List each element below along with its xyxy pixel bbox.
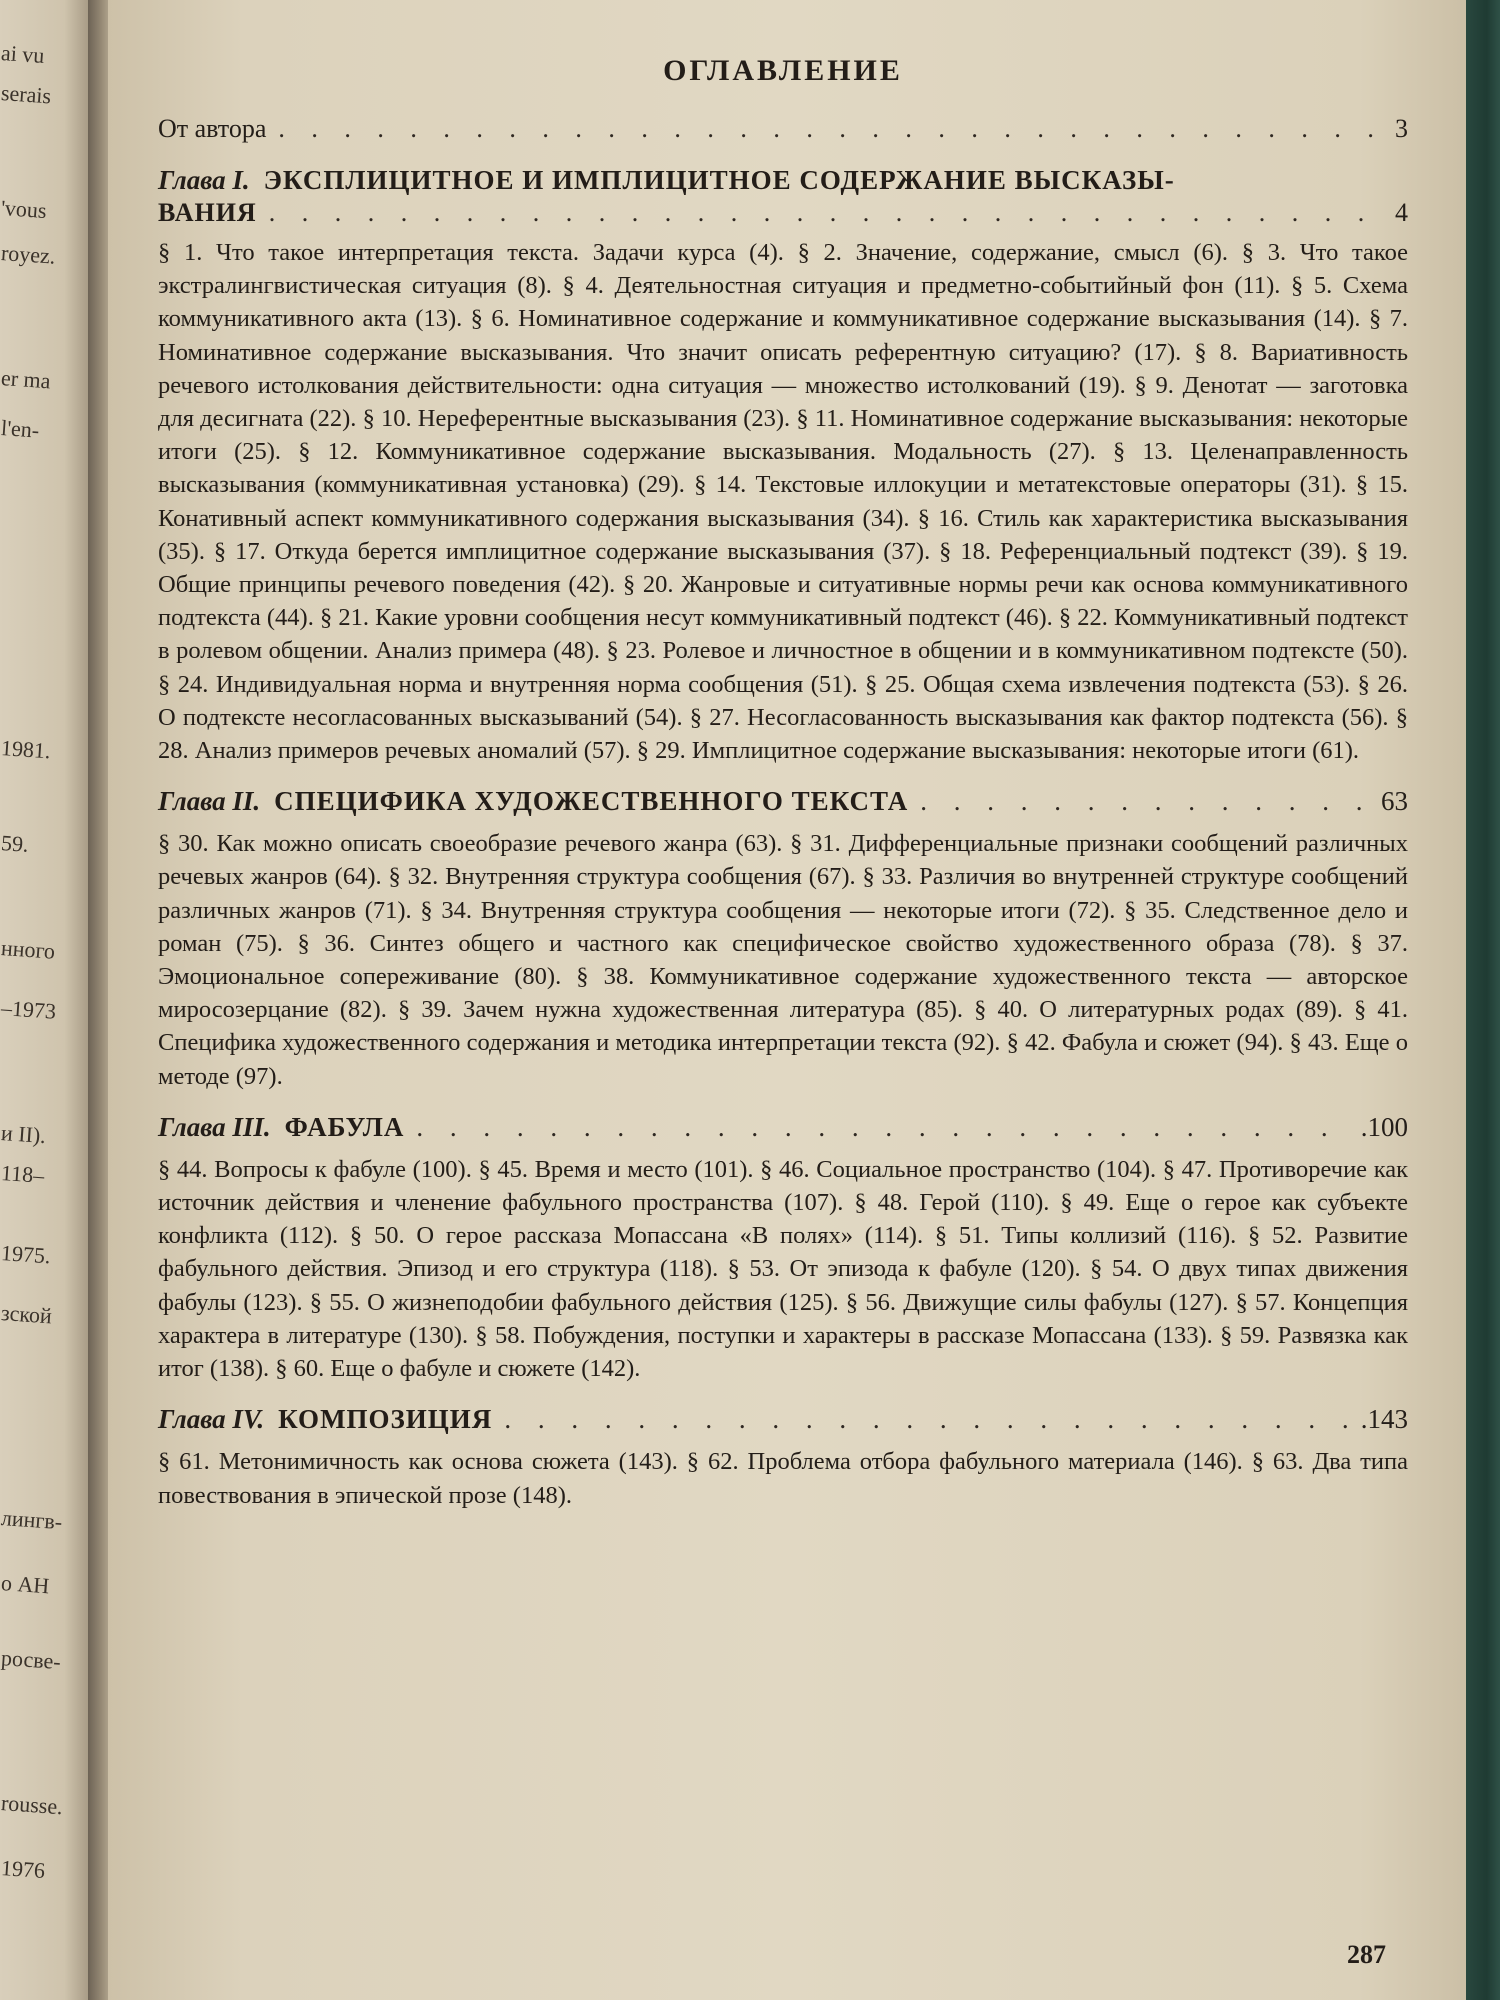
chapter-heading	[158, 1109, 1408, 1145]
chapter-sections: § 1. Что такое интерпретация текста. Задачи курса (4). § 2. Значение, содержание, смысл (6). § 3. Что такое экстралингвистическая ситуация (8). § 4. Деятельностная ситуация и предметно-событийный фон (11). § 5. Схема коммуникативного акта (13). § 6. Номинативное содержание и коммуникативное содержание высказывания (14). § 7. Номинативное содержание высказывания. Что значит описать референтную ситуацию? (17). § 8. Вариативность речевого истолкования действительности: одна ситуация — множество истолкований (19). § 9. Денотат — заготовка для десигната (22). § 10. Нереферентные высказывания (23). § 11. Номинативное содержание высказывания: некоторые итоги (25). § 12. Коммуникативное содержание высказывания. Модальность (27). § 13. Целенаправленность высказывания (коммуникативная установка) (29). § 14. Текстовые иллокуции и метатекстовые операторы (31). § 15. Конативный аспект коммуникативного содержания высказывания (34). § 16. Стиль как характеристика высказывания (35). § 17. Откуда берется имплицитное содержание высказывания (37). § 18. Референциальный подтекст (39). § 19. Общие принципы речевого поведения (42). § 20. Жанровые и ситуативные нормы речи как основа коммуникативного подтекста (44). § 21. Какие уровни сообщения несут коммуникативный подтекст (46). § 22. Коммуникативный подтекст в ролевом общении. Анализ примера (48). § 23. Ролевое и личностное в общении и в коммуникативном подтексте (50). § 24. Индивидуальная норма и внутренняя норма сообщения (51). § 25. Общая схема извлечения подтекста (53). § 26. О подтексте несогласованных высказываний (54). § 27. Несогласованность высказывания как фактор подтекста (56). § 28. Анализ примеров речевых аномалий (57). § 29. Имплицитное содержание высказывания: некоторые итоги (61).	[158, 239, 1408, 765]
chapter-title: СПЕЦИФИКА ХУДОЖЕСТВЕННОГО ТЕКСТА	[274, 786, 909, 817]
left-page-fragment: royez.	[0, 240, 57, 269]
chapter-label: Глава III.	[158, 1111, 271, 1142]
toc-entry-preface	[158, 114, 1408, 144]
page-content	[158, 40, 1408, 1970]
chapter-title-continuation: ВАНИЯ	[158, 198, 257, 227]
page-title: ОГЛАВЛЕНИЕ	[663, 54, 903, 87]
chapter-sections: § 61. Метонимичность как основа сюжета (143). § 62. Проблема отбора фабульного материала (146). § 63. Два типа повествования в эпической прозе (148).	[158, 1448, 1408, 1509]
chapter-title: ЭКСПЛИЦИТНОЕ И ИМПЛИЦИТНОЕ СОДЕРЖАНИЕ ВЫСКАЗЫ-	[263, 165, 1175, 195]
left-page-fragment: 'vous	[0, 195, 48, 224]
left-page-fragment: 1975.	[0, 1240, 52, 1269]
left-page-fragment: l'en-	[0, 415, 41, 443]
left-page-fragment: 118–	[0, 1160, 46, 1188]
chapter-title: КОМПОЗИЦИЯ	[278, 1404, 493, 1435]
chapter-page-line	[158, 198, 1408, 228]
left-page-fragment: 59.	[0, 830, 30, 857]
chapter-heading	[158, 162, 1408, 198]
chapter-heading	[158, 1401, 1408, 1437]
chapter-3	[158, 1109, 1408, 1385]
table-of-contents-page	[108, 0, 1468, 2000]
preface-page-number: 3	[1395, 114, 1408, 143]
left-page-fragment: serais	[0, 80, 52, 109]
chapter-sections: § 44. Вопросы к фабуле (100). § 45. Время и место (101). § 46. Социальное пространство (104). § 47. Противоречие как источник действия и членение фабульного пространства (107). § 48. Герой (110). § 49. Еще о герое как субъекте конфликта (112). § 50. О герое рассказа Мопассана «В полях» (114). § 51. Типы коллизий (116). § 52. Развитие фабульного действия. Эпизод и его структура (118). § 53. От эпизода к фабуле (120). § 54. О двух типах движения фабулы (123). § 55. О жизнеподобии фабульного действия (125). § 56. Движущие силы фабулы (127). § 57. Концепция характера в литературе (130). § 58. Побуждения, поступки и характеры в рассказе Мопассана (133). § 59. Развязка как итог (138). § 60. Еще о фабуле и сюжете (142).	[158, 1155, 1408, 1383]
book-cover-edge	[1466, 0, 1500, 2000]
chapter-label: Глава II.	[158, 786, 261, 817]
left-page-fragment: er ma	[0, 365, 52, 394]
chapter-page-number: 63	[1381, 786, 1408, 817]
chapter-label: Глава I.	[158, 165, 250, 195]
chapter-page-number: 4	[1395, 198, 1408, 227]
book-gutter	[88, 0, 110, 2000]
left-page-fragment: лингв-	[0, 1505, 64, 1535]
dot-leader	[416, 1109, 1348, 1145]
chapter-page-number: .143	[1360, 1404, 1408, 1435]
dot-leader	[920, 783, 1369, 819]
left-page-fragment: росве-	[0, 1645, 62, 1675]
chapter-heading	[158, 783, 1408, 819]
chapter-page-number: .100	[1360, 1111, 1408, 1142]
dot-leader	[269, 198, 1383, 228]
chapter-title: ФАБУЛА	[284, 1111, 405, 1142]
left-page-fragment: ai vu	[0, 40, 46, 68]
chapter-4	[158, 1401, 1408, 1511]
left-page-fragment: зской	[0, 1300, 53, 1329]
left-page-fragment: и II).	[0, 1120, 47, 1149]
chapter-1	[158, 162, 1408, 767]
left-page-fragment: –1973	[0, 995, 57, 1024]
left-page-fragment: 1976	[0, 1855, 46, 1884]
left-page-fragment: rousse.	[0, 1790, 64, 1820]
chapter-label: Глава IV.	[158, 1404, 265, 1435]
dot-leader	[278, 114, 1383, 144]
preface-label: От автора	[158, 114, 267, 143]
chapter-sections: § 30. Как можно описать своеобразие речевого жанра (63). § 31. Дифференциальные признаки сообщений различных речевых жанров (64). § 32. Внутренняя структура сообщения (67). § 33. Различия во внутренней структуре сообщений различных жанров (71). § 34. Внутренняя структура сообщения — некоторые итоги (72). § 35. Следственное дело и роман (75). § 36. Синтез общего и частного как специфическое свойство художественного образа (78). § 37. Эмоциональное сопереживание (80). § 38. Коммуникативное содержание художественного текста — авторское миросозерцание (82). § 39. Зачем нужна художественная литература (85). § 40. О литературных родах (89). § 41. Специфика художественного содержания и методика интерпретации текста (92). § 42. Фабула и сюжет (94). § 43. Еще о методе (97).	[158, 830, 1408, 1090]
left-page-fragment: о АН	[0, 1570, 51, 1599]
dot-leader	[504, 1401, 1348, 1437]
chapter-2	[158, 783, 1408, 1093]
page-number: 287	[1347, 1940, 1386, 1969]
left-page-edge	[0, 0, 92, 2000]
left-page-fragment: нного	[0, 935, 56, 964]
left-page-fragment: 1981.	[0, 735, 52, 764]
